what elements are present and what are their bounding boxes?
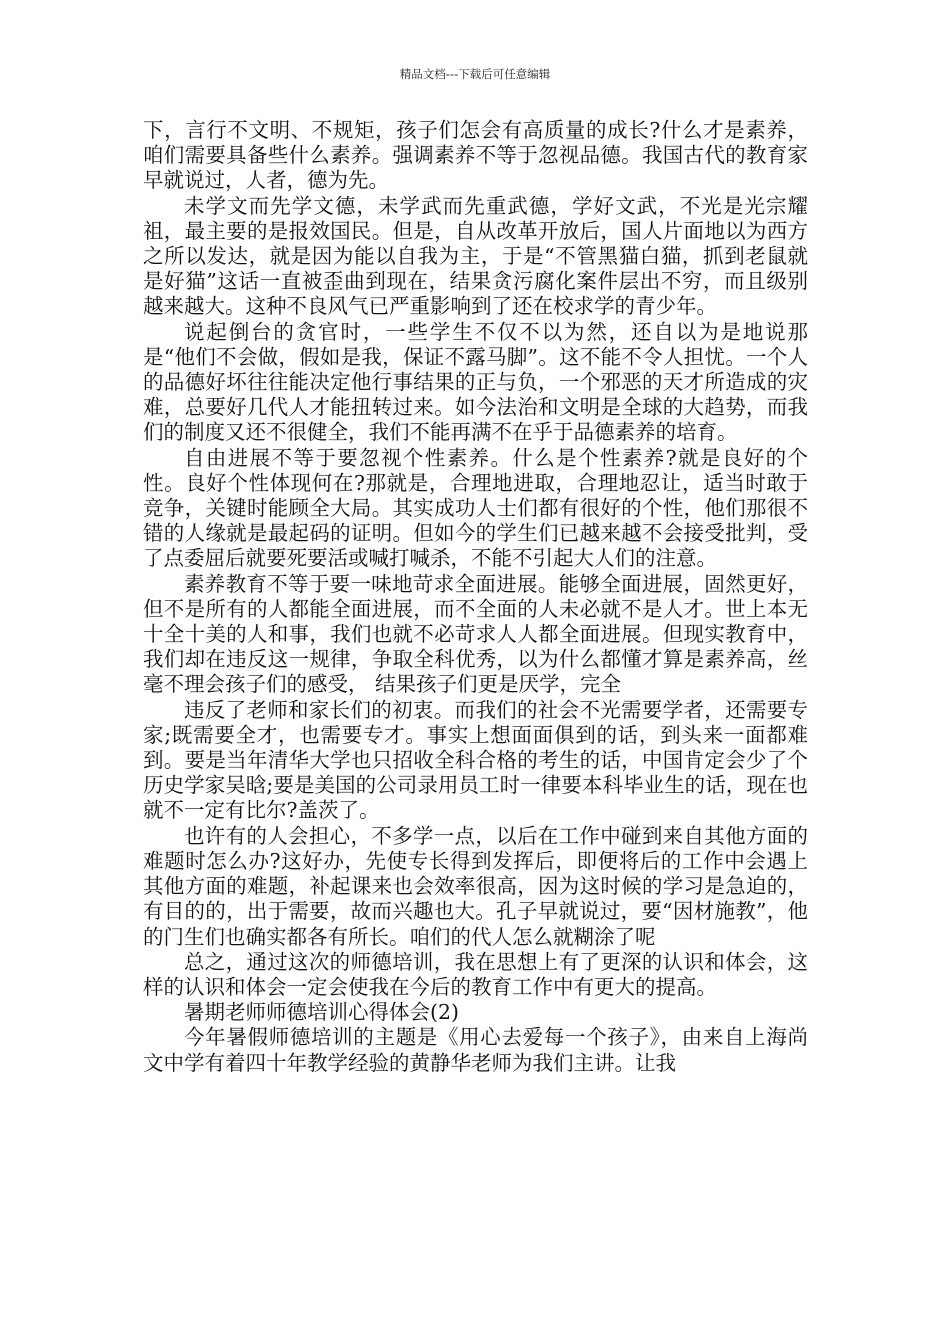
section-heading: 暑期老师师德培训心得体会(2) <box>184 1000 460 1025</box>
paragraph: 违反了老师和家长们的初衷。而我们的社会不光需要学者，还需要专家;既需要全才，也需要专才。事实上想面面俱到的话，到头来一面都难到。要是当年清华大学也只招收全科合格的考生的话，中国肯定会少了个历史学家吴晗;要是美国的公司录用员工时一律要本科毕业生的话，现在也就不一定有比尔?盖茨了。 <box>143 697 808 823</box>
paragraph: 素养教育不等于要一味地苛求全面进展。能够全面进展，固然更好，但不是所有的人都能全面进展，而不全面的人未必就不是人才。世上本无十全十美的人和事，我们也就不必苛求人人都全面进展。但现实教育中，我们却在违反这一规律，争取全科优秀，以为什么都懂才算是素养高，丝毫不理会孩子们的感受， 结果孩子们更是厌学，完全 <box>143 571 808 697</box>
paragraph: 也许有的人会担心，不多学一点，以后在工作中碰到来自其他方面的难题时怎么办?这好办，先使专长得到发挥后，即便将后的工作中会遇上其他方面的难题，补起课来也会效率很高，因为这时候的学习是急迫的，有目的的，出于需要，故而兴趣也大。孔子早就说过，要“因材施教”，他的门生们也确实都各有所长。咱们的代人怎么就糊涂了呢 <box>143 823 808 949</box>
paragraph: 今年暑假师德培训的主题是《用心去爱每一个孩子》，由来自上海尚文中学有着四十年教学经验的黄静华老师为我们主讲。让我 <box>143 1025 808 1075</box>
paragraph: 自由进展不等于要忽视个性素养。什么是个性素养?就是良好的个性。良好个性体现何在?那就是，合理地进取，合理地忍让，适当时敢于竞争，关键时能顾全大局。其实成功人士们都有很好的个性，他们那很不错的人缘就是最起码的证明。但如今的学生们已越来越不会接受批判，受了点委屈后就要死要活或喊打喊杀，不能不引起大人们的注意。 <box>143 445 808 571</box>
paragraph: 下，言行不文明、不规矩，孩子们怎会有高质量的成长?什么才是素养，咱们需要具备些什么素养。强调素养不等于忽视品德。我国古代的教育家早就说过，人者，德为先。 <box>143 118 808 193</box>
page-header: 精品文档---下载后可任意编辑 <box>399 67 551 81</box>
paragraph: 总之，通过这次的师德培训，我在思想上有了更深的认识和体会，这样的认识和体会一定会使我在今后的教育工作中有更大的提高。 <box>143 949 808 999</box>
document-body <box>143 118 808 1076</box>
paragraph: 未学文而先学文德，未学武而先重武德，学好文武，不光是光宗耀祖，最主要的是报效国民。但是，自从改革开放后，国人片面地以为西方之所以发达，就是因为能以自我为主，于是“不管黑猫白猫，抓到老鼠就是好猫”这话一直被歪曲到现在，结果贪污腐化案件层出不穷，而且级别越来越大。这种不良风气已严重影响到了还在校求学的青少年。 <box>143 193 808 319</box>
paragraph: 说起倒台的贪官时，一些学生不仅不以为然，还自以为是地说那是“他们不会做，假如是我，保证不露马脚”。这不能不令人担忧。一个人的品德好坏往往能决定他行事结果的正与负，一个邪恶的天才所造成的灾难，总要好几代人才能扭转过来。如今法治和文明是全球的大趋势，而我们的制度又还不很健全，我们不能再满不在乎于品德素养的培育。 <box>143 319 808 445</box>
